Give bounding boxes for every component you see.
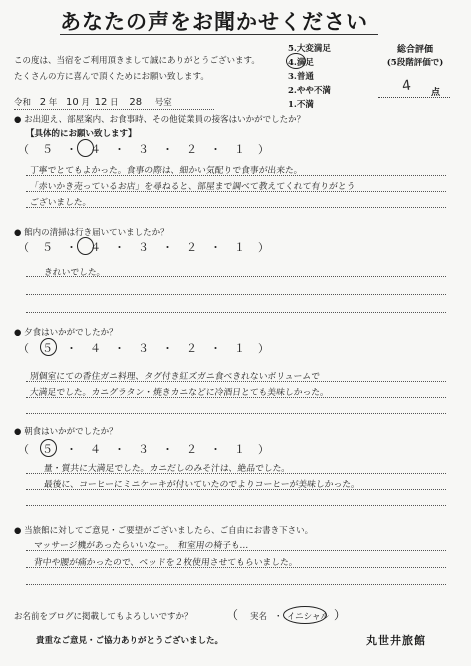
question-cleaning: ● 館内の清掃は行き届いていましたか？ xyxy=(14,228,169,238)
answer-service-1: 丁寧でとてもよかった。食事の際は、細かい気配りで食事が出来た。 xyxy=(29,166,304,176)
overall-title: 総合評価 xyxy=(396,45,433,55)
answer-dinner-1: 別個室にての香住ガニ料理、タグ付き紅ズガニ食べきれないボリュームで xyxy=(29,372,321,382)
month-value[interactable]: 10 xyxy=(66,97,79,108)
month-unit: 月 xyxy=(81,98,90,108)
blog-question: お名前をブログに掲載してもよろしいですか？ xyxy=(14,612,193,622)
year-value[interactable]: 2 xyxy=(39,97,47,108)
answer-breakfast-1: 量・質共に大満足でした。カニだしのみそ汁は、絶品でした。 xyxy=(43,464,291,474)
question-breakfast: ● 朝食はいかがでしたか？ xyxy=(14,427,118,437)
blog-initial-selected xyxy=(283,606,327,624)
room-unit: 号室 xyxy=(154,98,172,108)
blog-real-name[interactable]: 実名 xyxy=(250,612,268,622)
overall-subtitle: (5段階評価で) xyxy=(386,58,444,68)
rating-cleaning-selected xyxy=(77,237,94,255)
day-value[interactable]: 12 xyxy=(94,97,108,108)
answer-line xyxy=(26,413,446,414)
answer-feedback-1: マッサージ機があったらいいなー。 和室用の椅子も… xyxy=(33,541,249,551)
overall-unit: 点 xyxy=(431,88,441,98)
question-service: ● お出迎え、部屋案内、お食事時、その他従業員の接客はいかがでしたか？ xyxy=(14,115,306,125)
rating-breakfast-selected xyxy=(40,439,57,457)
answer-breakfast-2: 最後に、コーヒーにミニケーキが付いていたのでよりコーヒーが美味しかった。 xyxy=(43,480,361,490)
scale-5: 5.大変満足 xyxy=(288,44,331,54)
intro-line-2: たくさんの方に喜んで頂くためにお願い致します。 xyxy=(14,72,209,82)
answer-line xyxy=(26,294,446,295)
ryokan-signature: 丸世井旅館 xyxy=(366,634,426,647)
date-row xyxy=(14,96,172,108)
overall-score[interactable]: 4 xyxy=(400,77,412,95)
thanks-text: 貴重なご意見・ご協力ありがとうございました。 xyxy=(36,636,224,646)
era-label: 令和 xyxy=(14,98,32,108)
question-dinner: ● 夕食はいかがでしたか？ xyxy=(14,328,118,338)
year-unit: 年 xyxy=(48,98,58,108)
answer-line xyxy=(26,584,446,585)
answer-line xyxy=(26,312,446,313)
room-value[interactable]: 28 xyxy=(129,97,143,108)
day-unit: 日 xyxy=(110,98,119,108)
scale-4: 4.満足 xyxy=(288,58,314,68)
scale-4-circle xyxy=(286,53,306,69)
rating-service[interactable]: （ ５ ・ ４ ・ ３ ・ ２ ・ １ ） xyxy=(18,143,270,156)
scale-3: 3.普通 xyxy=(288,72,314,82)
answer-dinner-2: 大満足でした。カニグラタン・焼きカニなどに冷酒日とても美味しかった。 xyxy=(29,388,330,398)
answer-cleaning-1: きれいでした。 xyxy=(43,268,106,278)
answer-service-2: 「赤いかき売っているお店」を尋ねると、部屋まで調べて教えてくれて有りがとう xyxy=(29,182,356,192)
scale-1: 1.不満 xyxy=(288,100,314,110)
bracket-open: （ xyxy=(226,608,239,622)
page-title: あなたの声をお聞かせください xyxy=(60,9,368,34)
question-feedback: ● 当旅館に対してご意見・ご要望がございましたら、ご自由にお書き下さい。 xyxy=(14,526,314,536)
rating-dinner-selected xyxy=(40,338,57,356)
rating-cleaning[interactable]: （ ５ ・ ４ ・ ３ ・ ２ ・ １ ） xyxy=(18,241,270,254)
blog-separator: ・ xyxy=(274,612,283,622)
answer-line xyxy=(26,505,446,506)
title-underline xyxy=(60,34,378,35)
rating-breakfast[interactable]: （ ５ ・ ４ ・ ３ ・ ２ ・ １ ） xyxy=(18,443,270,456)
answer-feedback-2: 背中や腰が痛かったので、ベッドを２枚使用させてもらいました。 xyxy=(33,558,299,568)
overall-line xyxy=(378,97,450,98)
question-service-sublabel: 【具体的にお願い致します】 xyxy=(26,129,137,139)
date-underline xyxy=(14,109,214,110)
blog-initial[interactable]: イニシャル xyxy=(287,612,329,622)
bracket-close: ） xyxy=(334,608,347,622)
answer-service-3: ございました。 xyxy=(29,198,92,208)
scale-2: 2.やや不満 xyxy=(288,86,331,96)
intro-line-1: この度は、当宿をご利用頂きまして誠にありがとうございます。 xyxy=(14,56,260,66)
rating-service-selected xyxy=(77,139,94,157)
rating-dinner[interactable]: （ ５ ・ ４ ・ ３ ・ ２ ・ １ ） xyxy=(18,342,270,355)
